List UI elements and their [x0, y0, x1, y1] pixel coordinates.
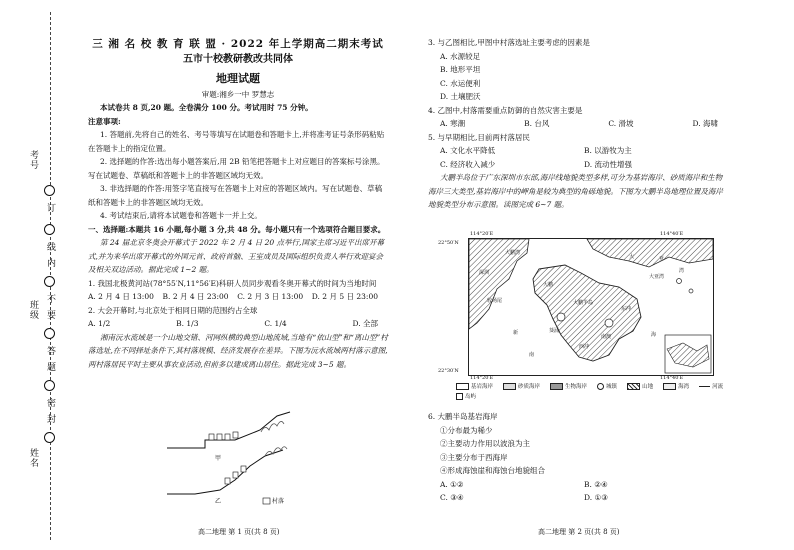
legend-item: 河流: [699, 382, 723, 390]
houses-jia: [209, 432, 238, 440]
option-a: A. 寒潮: [440, 119, 466, 128]
note-item: 1. 答题前,先将自己的姓名、考号等填写在试题卷和答题卡上,并将准考证号条形码粘贴在答题卡上的指定位置。: [88, 130, 385, 153]
map-place: 大鹏湾: [505, 250, 521, 256]
passage-2: 湘南沅水流域是一个山地交错、河网纵横的典型山地流域,当地有“依山型”和“离山型”村落选址,在不同择址条件下,其村落规模、经济发展存在差异。下图为沅水流域两村落示意图,两村落居民平时主要从事农业活动,但前多以建成离山居住。据此完成 3~5 题。: [88, 332, 388, 369]
binding-char: 答: [45, 346, 55, 356]
binding-char: 题: [45, 362, 55, 372]
legend-item: 海湾: [663, 382, 689, 390]
option-c: C. ③④: [440, 493, 464, 502]
map-legend: [456, 382, 748, 400]
binding-char: 不: [45, 294, 55, 304]
legend-house-icon: [263, 498, 270, 504]
question-5-stem: 5. 与早期相比,目前两村落居民: [428, 132, 530, 142]
map-place: 深圳: [479, 270, 490, 276]
binding-char: 要: [45, 310, 55, 320]
map-coord: 22°50′N: [438, 240, 459, 246]
houses-yi: [225, 466, 246, 484]
binding-char: 线: [45, 242, 55, 252]
option-c: C. 水运便利: [440, 78, 481, 88]
map-svg: [469, 239, 713, 375]
note-item: 4. 考试结束后,请将本试题卷和答题卡一并上交。: [100, 211, 262, 220]
diagram-legend-text: 村落: [272, 498, 285, 505]
note-item: 3. 非选择题的作答:用签字笔直接写在答题卡上对应的答题区域内。写在试题卷、草稿纸和答题卡上的非答题区域均无效。: [88, 184, 383, 207]
page-1-footer: 高二地理 第 1 页(共 8 页): [198, 528, 280, 536]
question-6-stem: 6. 大鹏半岛基岩海岸: [428, 412, 498, 421]
question-6-block: [428, 410, 728, 505]
binding-char: 订: [45, 203, 55, 213]
map-coord: 114°20′E: [470, 375, 494, 381]
option-c: C. 2 月 3 日 13:00: [237, 292, 304, 301]
question-1-stem: 1. 我国北极黄河站(78°55′N,11°56′E)科研人员同步观看冬奥开幕式的时间为当地时间: [88, 278, 377, 288]
question-5-options-row1: [428, 144, 728, 158]
legend-item: 砂质海岸: [503, 382, 540, 390]
map-place: 大: [629, 254, 635, 260]
legend-item: 山地: [627, 382, 653, 390]
option-a: A. 文化水平降低: [440, 146, 496, 155]
option-d: D. 全部: [352, 319, 378, 328]
passage-1: 第 24 届北京冬奥会开幕式于 2022 年 2 月 4 日 20 点举行,国家主席习近平出席开幕式,并为来华出席开幕式的外国元首、政府首脑、王室成员及国际组织负责人举行欢迎宴会及相关双边活动。据此完成 1~2 题。: [88, 238, 384, 274]
map-place: 南澳: [601, 334, 612, 340]
binding-circle-1: [44, 185, 55, 196]
island-1: [677, 279, 682, 284]
question-4-options: [428, 117, 728, 131]
binding-char: 密: [45, 398, 55, 408]
exam-intro: 本试卷共 8 页,20 题。全卷满分 100 分。考试用时 75 分钟。: [100, 103, 313, 112]
binding-circle-5: [44, 380, 55, 391]
statement-2: ②主要动力作用以波浪为主: [440, 439, 530, 448]
reviewer-line: 审题:湘乡一中 罗慧志: [201, 90, 275, 99]
kaohao-label: 考号: [28, 150, 38, 170]
town-marker-2: [605, 319, 613, 327]
subject-title: 地理试题: [216, 72, 260, 85]
page-2-column: [428, 36, 728, 212]
option-a: A. 水源较足: [440, 51, 481, 61]
statement-3: ③主要分布于西海岸: [440, 452, 508, 462]
map-place: 海: [651, 332, 657, 338]
slope-line-jia: [167, 412, 290, 448]
option-b: B. 以游牧为主: [584, 146, 632, 155]
option-a: A. 2 月 4 日 13:00: [88, 292, 154, 301]
question-6-options-row2: [428, 491, 728, 505]
map-place: 湾: [679, 268, 685, 274]
map-place: 大鹏半岛: [573, 300, 594, 306]
dapeng-peninsula-map: [468, 238, 714, 376]
slope-line-yi: [167, 450, 283, 494]
village-diagram: [165, 410, 305, 510]
option-d: D. ①③: [584, 493, 608, 502]
page-2-footer: 高二地理 第 2 页(共 8 页): [538, 528, 620, 536]
statement-4: ④形成海蚀崖和海蚀台地貌组合: [440, 466, 545, 475]
village-diagram-svg: [165, 410, 305, 510]
map-coord: 114°40′E: [660, 375, 684, 381]
question-3-stem: 3. 与乙图相比,甲图中村落选址主要考虑的因素是: [428, 38, 590, 47]
map-coord: 114°20′E: [470, 231, 494, 237]
option-c: C. 滑坡: [608, 119, 634, 128]
passage-3: 大鹏半岛位于广东深圳市东部,海岸线地貌类型多样,可分为基岩海岸、砂质海岸和生物海岸三大类型,基岩海岸中的岬角是较为典型的角砾地貌。下图为大鹏半岛地理位置及海岸地貌类型分布示意图。读图完成 6~7 题。: [428, 173, 723, 209]
question-4-stem: 4. 乙图中,村落需要重点防御的自然灾害主要是: [428, 105, 583, 115]
option-d: D. 土壤肥沃: [440, 92, 481, 101]
legend-item: 岛屿: [456, 392, 476, 400]
option-d: D. 流动性增强: [584, 159, 633, 169]
binding-char: 内: [45, 258, 55, 268]
note-item: 2. 选择题的作答:选出每小题答案后,用 2B 铅笔把答题卡上对应题目的答案标号涂黑。写在试题卷、草稿纸和答题卡上的非答题区域均无效。: [88, 157, 385, 180]
statement-1: ①分布最为稀少: [440, 425, 493, 435]
notes-heading: 注意事项:: [88, 116, 121, 126]
map-place: 大鹏: [543, 282, 554, 288]
option-b: B. 台风: [524, 119, 550, 128]
map-place: 东冲: [621, 306, 632, 312]
binding-circle-2: [44, 224, 55, 235]
xingming-label: 姓名: [28, 448, 38, 468]
legend-item: 基岩海岸: [456, 382, 493, 390]
legend-item: 城镇: [597, 382, 617, 390]
option-c: C. 经济收入减少: [440, 159, 496, 169]
option-d: D. 海啸: [692, 119, 718, 128]
diagram-label-jia: 甲: [215, 455, 222, 462]
binding-circle-3: [44, 276, 55, 287]
map-place: 南: [529, 352, 535, 358]
map-coord: 22°30′N: [438, 368, 459, 374]
town-marker-1: [557, 313, 565, 321]
map-place: 大亚湾: [649, 274, 665, 280]
question-1-options: [88, 290, 388, 304]
banji-label: 班级: [28, 300, 38, 320]
option-c: C. 1/4: [264, 319, 287, 328]
option-b: B. 1/3: [176, 319, 199, 328]
question-5-options-row2: [428, 158, 728, 172]
island-2: [689, 289, 693, 293]
legend-item: 生物海岸: [550, 382, 587, 390]
binding-char: 封: [45, 414, 55, 424]
question-6-options-row1: [428, 478, 728, 492]
option-a: A. 1/2: [88, 319, 111, 328]
option-a: A. ①②: [440, 479, 464, 489]
section-heading: 一、选择题:本题共 16 小题,每小题 3 分,共 48 分。每小题只有一个选项符合题目要求。: [88, 224, 386, 234]
binding-circle-6: [44, 432, 55, 443]
map-coord: 114°40′E: [660, 231, 684, 237]
question-2-stem: 2. 大会开幕时,与北京处于相同日期的范围约占全球: [88, 305, 258, 315]
option-b: B. 2 月 4 日 23:00: [162, 292, 229, 301]
map-place: 亚: [659, 256, 665, 262]
exam-subtitle: 五市十校教研教改共同体: [183, 54, 293, 65]
map-place: 西冲: [579, 344, 590, 350]
map-place: 葵涌: [549, 328, 560, 334]
map-place: 新: [513, 330, 519, 336]
diagram-label-yi: 乙: [215, 498, 222, 505]
option-b: B. 地形平坦: [440, 65, 481, 74]
page-1-column: [88, 36, 388, 371]
binding-circle-4: [44, 328, 55, 339]
question-2-options: [88, 317, 388, 331]
option-d: D. 2 月 5 日 23:00: [311, 292, 378, 301]
binding-margin: [0, 0, 62, 550]
mainland-north: [587, 239, 713, 267]
exam-league-title: 三 湘 名 校 教 育 联 盟 · 2022 年上学期高二期末考试: [92, 38, 384, 50]
option-b: B. ②④: [584, 479, 608, 489]
map-place: 较场尾: [487, 298, 503, 304]
